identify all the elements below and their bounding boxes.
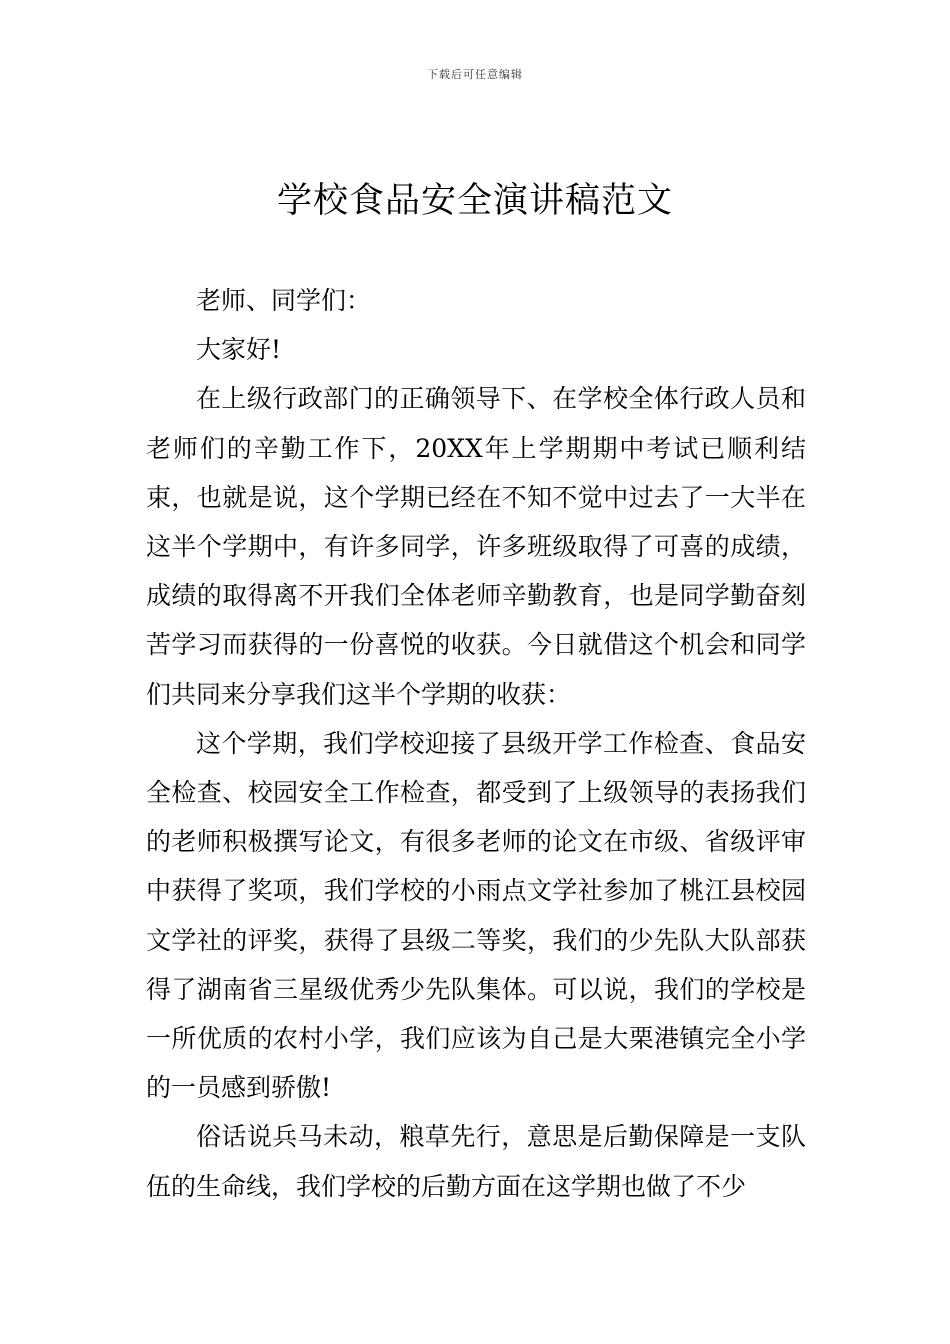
document-title: 学校食品安全演讲稿范文	[276, 181, 673, 221]
body-paragraph: 这个学期，我们学校迎接了县级开学工作检查、食品安全检查、校园安全工作检查，都受到了上级领导的表扬我们的老师积极撰写论文，有很多老师的论文在市级、省级评审中获得了奖项，我们学校的小雨点文学社参加了桃江县校园文学社的评奖，获得了县级二等奖，我们的少先队大队部获得了湖南省三星级优秀少先队集体。可以说，我们的学校是一所优质的农村小学，我们应该为自己是大栗港镇完全小学的一员感到骄傲!	[146, 728, 806, 1103]
header-note: 下载后可任意编辑	[427, 68, 523, 81]
document-body	[146, 276, 806, 1211]
body-paragraph: 在上级行政部门的正确领导下、在学校全体行政人员和老师们的辛勤工作下，20XX年上学期期中考试已顺利结束，也就是说，这个学期已经在不知不觉中过去了一大半在这半个学期中，有许多同学，许多班级取得了可喜的成绩，成绩的取得离不开我们全体老师辛勤教育，也是同学勤奋刻苦学习而获得的一份喜悦的收获。今日就借这个机会和同学们共同来分享我们这半个学期的收获：	[146, 384, 806, 709]
greeting: 大家好!	[196, 335, 282, 365]
salutation: 老师、同学们：	[196, 286, 372, 315]
body-paragraph: 俗话说兵马未动，粮草先行，意思是后勤保障是一支队伍的生命线，我们学校的后勤方面在这学期也做了不少	[146, 1122, 806, 1201]
